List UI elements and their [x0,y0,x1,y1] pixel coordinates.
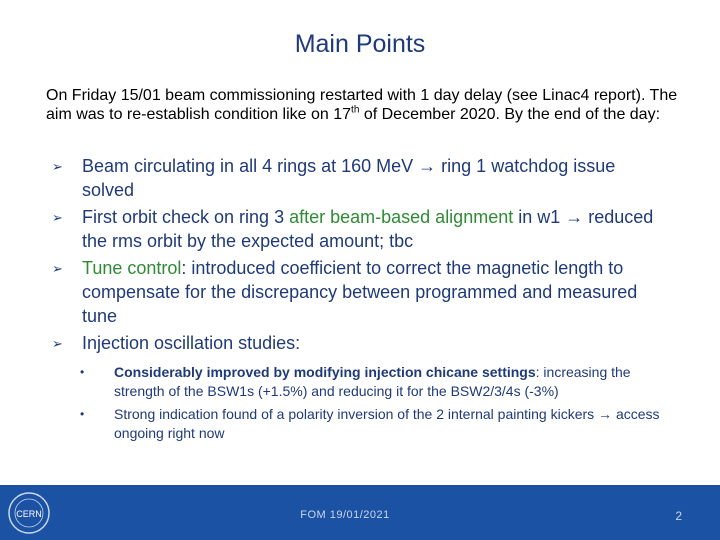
dot-bullet-icon: • [80,365,85,379]
bullet-item [0,154,672,202]
bullet-text: First orbit check on ring 3 [82,207,290,227]
bullet-item [0,205,672,253]
bullet-list [0,154,720,447]
logo-text: CERN [16,509,42,519]
bullet-text: Injection oscillation studies: [82,333,301,353]
sub-bullet-emphasis: Considerably improved by modifying injection chicane settings [114,364,536,380]
sub-bullet-list [0,363,720,443]
intro-paragraph [46,86,686,124]
intro-text-1: On Friday 15/01 beam commissioning restarted with 1 day delay (see Linac4 report). The aim was to re-establish condition like on 17 [46,87,678,123]
sub-bullet-item [0,363,674,401]
sub-bullet-item [0,405,674,443]
footer-bar [0,485,720,540]
arrow-bullet-icon: ➢ [52,261,63,276]
sub-bullet-text: : increasing the strength of the BSW1s (+1.5%) and reducing it for the BSW2/3/4s (-3%) [114,364,631,399]
sub-bullet-text: Strong indication found of a polarity inversion of the 2 internal painting kickers → access ongoing right now [114,406,660,441]
arrow-bullet-icon: ➢ [52,159,63,174]
bullet-item [0,331,672,355]
bullet-item [0,256,672,328]
dot-bullet-icon: • [80,407,85,421]
bullet-highlight: after beam-based alignment [289,207,514,227]
bullet-text: in w1 → reduced the rms orbit by the expected amount; tbc [82,207,654,251]
bullet-highlight: Tune control [82,258,182,278]
page-number: 2 [675,509,682,523]
bullet-text: Beam circulating in all 4 rings at 160 MeV → ring 1 watchdog issue solved [82,156,616,200]
arrow-bullet-icon: ➢ [52,210,63,225]
footer-date: FOM 19/01/2021 [300,509,390,521]
bullet-text: : introduced coefficient to correct the magnetic length to compensate for the discrepancy between programmed and measured tune [82,258,638,326]
intro-superscript: th [351,104,360,116]
intro-text-2: of December 2020. By the end of the day: [359,106,661,123]
slide-title: Main Points [294,30,426,58]
arrow-bullet-icon: ➢ [52,336,63,351]
